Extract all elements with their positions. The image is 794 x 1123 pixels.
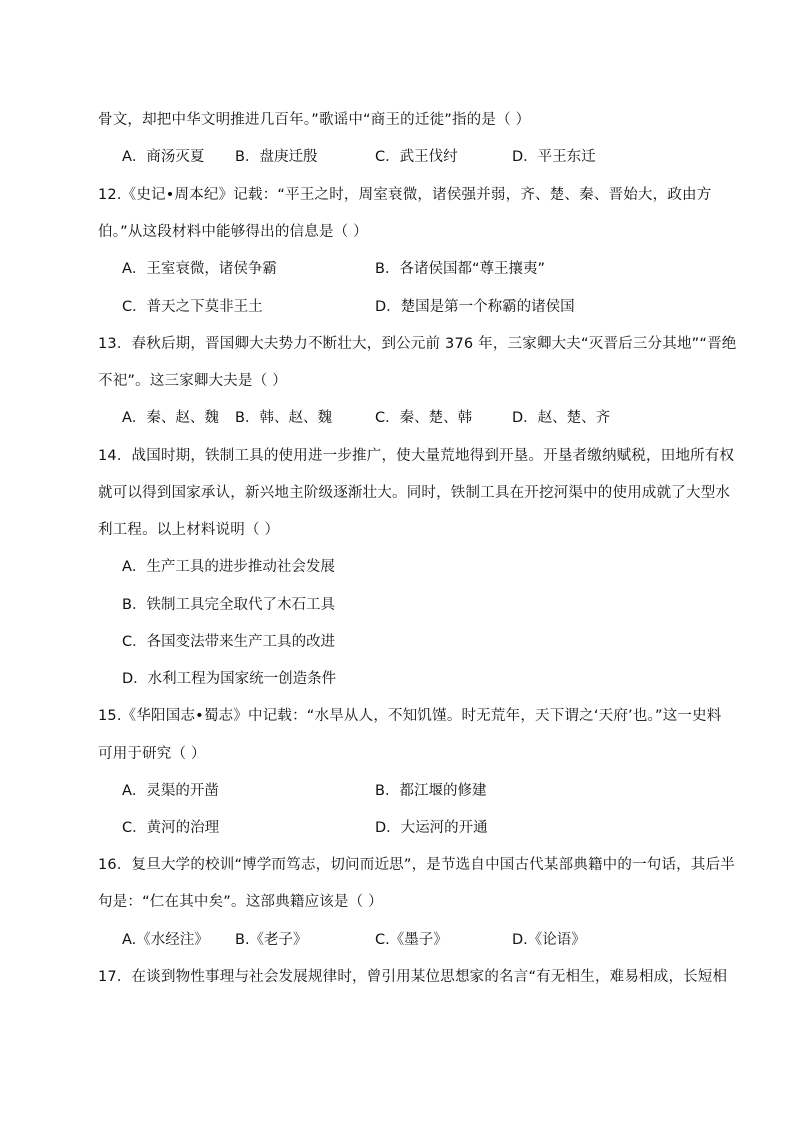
q12-option-c: C．普天之下莫非王土 xyxy=(122,299,263,315)
q16-option-d: D.《论语》 xyxy=(512,932,586,948)
q16-stem-line2: 句是：“仁在其中矣”。这部典籍应该是（ ） xyxy=(98,894,383,910)
q15-option-a: A．灵渠的开凿 xyxy=(122,783,219,799)
q15-option-d: D．大运河的开通 xyxy=(375,820,488,836)
q14-stem-line3: 利工程。以上材料说明（ ） xyxy=(98,522,280,538)
q15-stem-line2: 可用于研究（ ） xyxy=(98,746,206,762)
q15-option-b: B．都江堰的修建 xyxy=(375,783,487,799)
q12-option-a: A．王室衰微，诸侯争霸 xyxy=(122,261,277,277)
q17-stem-line1: 17．在谈到物性事理与社会发展规律时，曾引用某位思想家的名言“有无相生，难易相成，长短相 xyxy=(98,969,728,985)
q14-option-d: D．水利工程为国家统一创造条件 xyxy=(122,671,337,687)
q14-option-c: C．各国变法带来生产工具的改进 xyxy=(122,634,336,650)
q11-option-c: C．武王伐纣 xyxy=(375,149,458,165)
q11-option-a: A．商汤灭夏 xyxy=(122,149,205,165)
q12-stem-line1: 12.《史记•周本纪》记载：“平王之时，周室衰微，诸侯强并弱，齐、楚、秦、晋始大，政由方 xyxy=(98,187,712,203)
q13-stem-line2: 不祀”。这三家卿大夫是（ ） xyxy=(98,373,287,389)
q12-option-d: D．楚国是第一个称霸的诸侯国 xyxy=(375,299,575,315)
q11-option-d: D．平王东迁 xyxy=(512,149,596,165)
q14-stem-line1: 14．战国时期，铁制工具的使用进一步推广，使大量荒地得到开垦。开垦者缴纳赋税，田地所有权 xyxy=(98,448,735,464)
q14-option-b: B．铁制工具完全取代了木石工具 xyxy=(122,597,335,613)
q11-option-b: B．盘庚迁殷 xyxy=(235,149,318,165)
q15-stem-line1: 15.《华阳国志•蜀志》中记载：“水旱从人，不知饥馑。时无荒年，天下谓之‘天府’也。”这一史料 xyxy=(98,708,722,724)
q11-stem-tail: 骨文，却把中华文明推进几百年。”歌谣中“商王的迁徙”指的是（ ） xyxy=(98,112,531,128)
q13-option-b: B．韩、赵、魏 xyxy=(235,410,332,426)
q13-option-c: C．秦、楚、韩 xyxy=(375,410,473,426)
q16-option-b: B.《老子》 xyxy=(235,932,308,948)
q12-option-b: B．各诸侯国都“尊王攘夷” xyxy=(375,261,545,277)
q13-stem-line1: 13．春秋后期，晋国卿大夫势力不断壮大，到公元前 376 年，三家卿大夫“灭晋后三分其地”“晋绝 xyxy=(98,336,737,352)
q16-option-c: C.《墨子》 xyxy=(375,932,448,948)
q16-option-a: A.《水经注》 xyxy=(122,932,209,948)
q15-option-c: C．黄河的治理 xyxy=(122,820,220,836)
q16-stem-line1: 16．复旦大学的校训“博学而笃志，切问而近思”，是节选自中国古代某部典籍中的一句话，其后半 xyxy=(98,857,735,873)
q14-option-a: A．生产工具的进步推动社会发展 xyxy=(122,559,335,575)
q14-stem-line2: 就可以得到国家承认，新兴地主阶级逐渐壮大。同时，铁制工具在开挖河渠中的使用成就了大型水 xyxy=(98,485,731,501)
q13-option-a: A．秦、赵、魏 xyxy=(122,410,219,426)
q13-option-d: D．赵、楚、齐 xyxy=(512,410,611,426)
q12-stem-line2: 伯。”从这段材料中能够得出的信息是（ ） xyxy=(98,224,368,240)
